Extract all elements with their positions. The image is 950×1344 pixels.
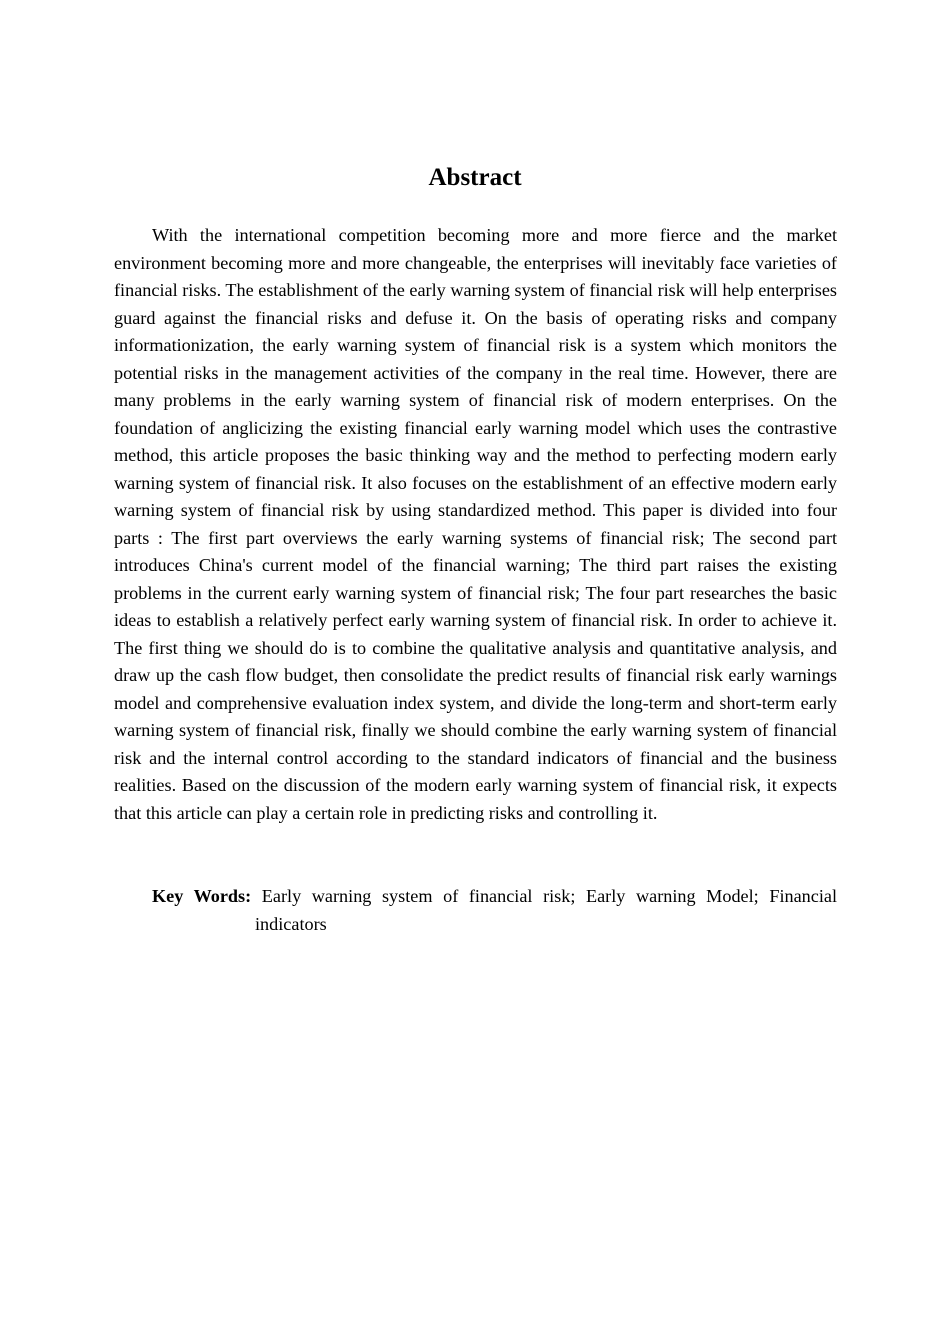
abstract-title: Abstract bbox=[428, 164, 522, 191]
keywords-line bbox=[152, 883, 837, 938]
keywords-label: Key Words: bbox=[152, 886, 252, 906]
abstract-body: With the international competition becoming more and more fierce and the market environment becoming more and more changeable, the enterprises will inevitably face varieties of financial risks. The establishment of the early warning system of financial risk will help enterprises guard against the financial risks and defuse it. On the basis of operating risks and company informationization, the early warning system of financial risk is a system which monitors the potential risks in the management activities of the company in the real time. However, there are many problems in the early warning system of financial risk of modern enterprises. On the foundation of anglicizing the existing financial early warning model which uses the contrastive method, this article proposes the basic thinking way and the method to perfecting modern early warning system of financial risk. It also focuses on the establishment of an effective modern early warning system of financial risk by using standardized method. This paper is divided into four parts : The first part overviews the early warning systems of financial risk; The second part introduces China's current model of the financial warning; The third part raises the existing problems in the current early warning system of financial risk; The four part researches the basic ideas to establish a relatively perfect early warning system of financial risk. In order to achieve it. The first thing we should do is to combine the qualitative analysis and quantitative analysis, and draw up the cash flow budget, then consolidate the predict results of financial risk early warnings model and comprehensive evaluation index system, and divide the long-term and short-term early warning system of financial risk, finally we should combine the early warning system of financial risk and the internal control according to the standard indicators of financial and the business realities. Based on the discussion of the modern early warning system of financial risk, it expects that this article can play a certain role in predicting risks and controlling it. bbox=[114, 225, 837, 823]
keywords-text: Early warning system of financial risk; Early warning Model; Financial indicators bbox=[255, 886, 838, 934]
